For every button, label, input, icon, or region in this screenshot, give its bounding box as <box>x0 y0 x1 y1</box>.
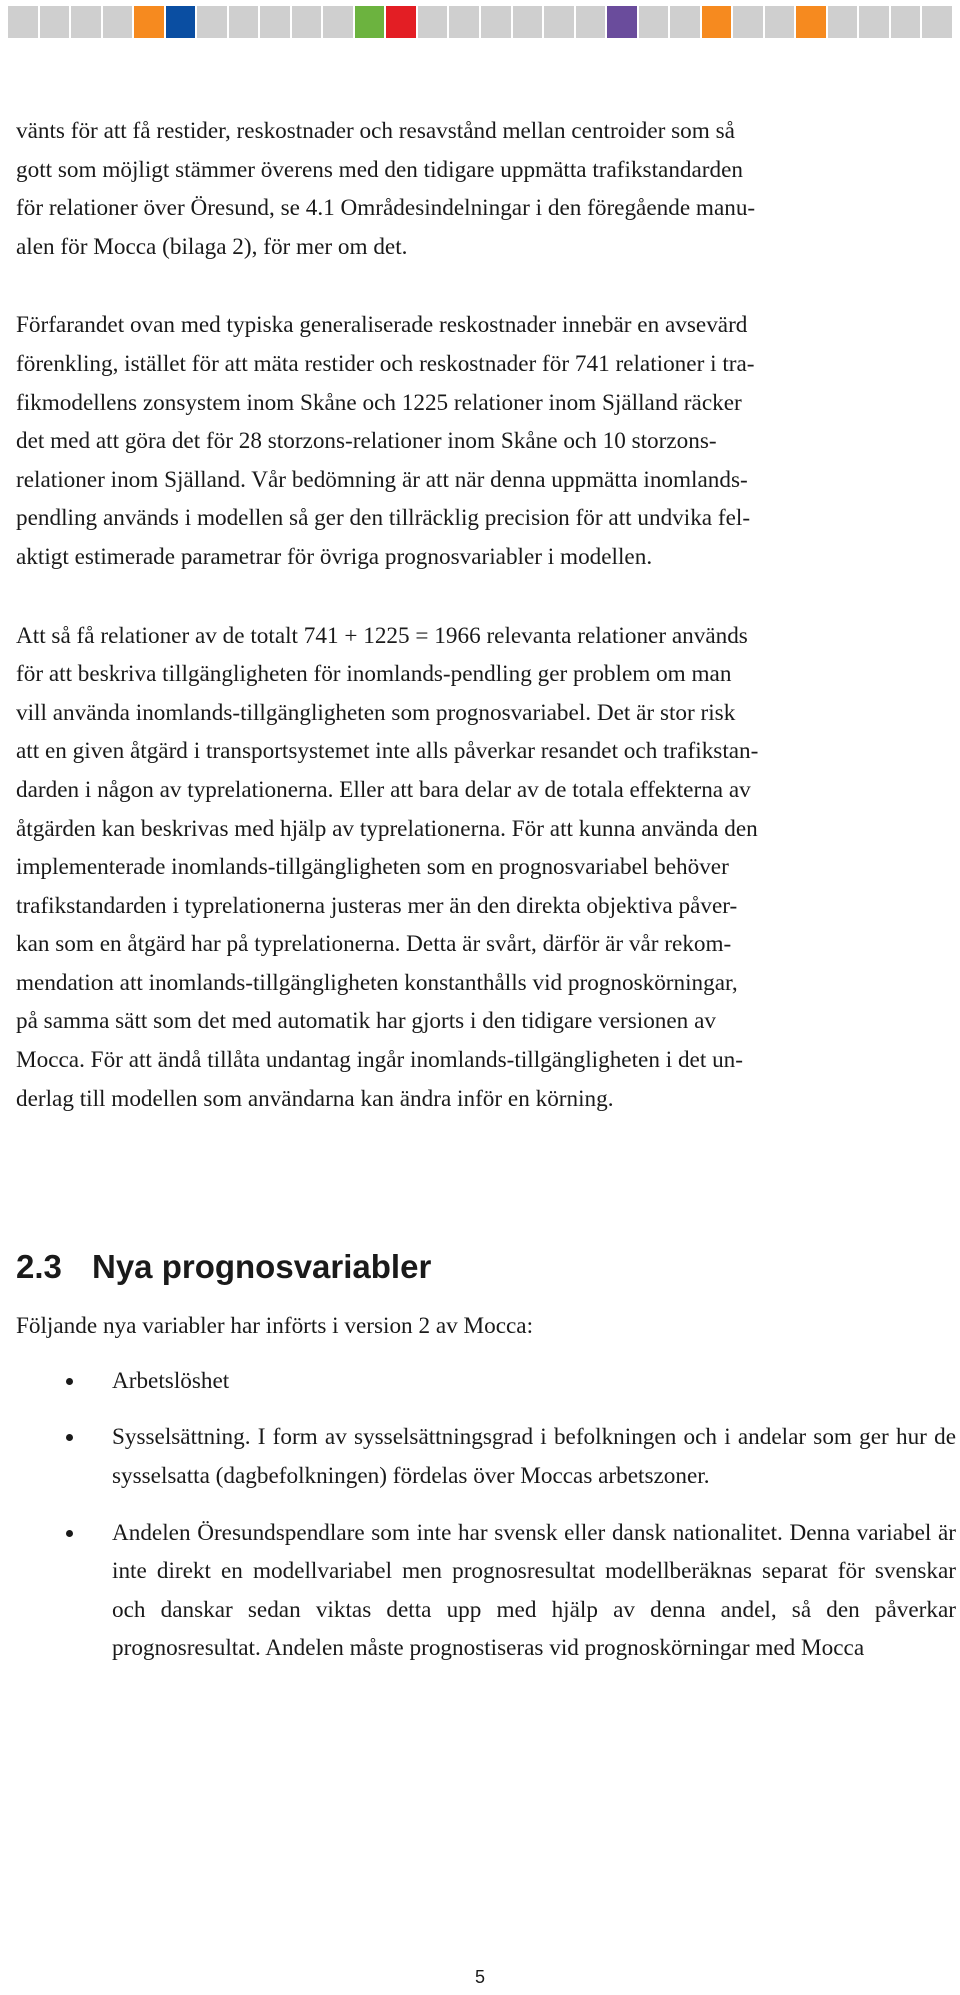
color-stripe-segment <box>323 6 353 38</box>
list-item-text: Andelen Öresundspendlare som inte har svensk eller dansk nationalitet. Denna variabel är inte direkt en modellvariabel men prognosresultat modellberäknas separat för svenskar och danskar sedan viktas detta upp med hjälp av denna andel, så den påverkar prognosresultat. Andelen måste prognostiseras vid prognoskörningar med Mocca <box>112 1519 956 1662</box>
color-stripe-segment <box>513 6 543 38</box>
bullet-icon <box>66 1530 73 1537</box>
document-body <box>16 112 956 1686</box>
color-stripe-segment <box>702 6 732 38</box>
color-stripe-segment <box>765 6 795 38</box>
section-intro: Följande nya variabler har införts i version 2 av Mocca: <box>16 1313 534 1340</box>
color-stripe-segment <box>796 6 826 38</box>
variable-list <box>16 1362 956 1668</box>
color-stripe-segment <box>544 6 574 38</box>
bullet-icon <box>66 1434 73 1441</box>
paragraph-3: Att så få relationer av de totalt 741 + 1225 = 1966 relevanta relationer används för att beskriva tillgängligheten för inomlands-pendling ger problem om man vill använda inomlands-tillgängligheten som prognosvariabel. Det är stor risk att en given åtgärd i transportsystemet inte alls påverkar resandet och trafikstan- darden i någon av typrelationerna. Eller att bara delar av de totala effekterna av åtgärden kan beskrivas med hjälp av typrelationerna. För att kunna använda den implementerade inomlands-tillgängligheten som en prognosvariabel behöver trafikstandarden i typrelationerna justeras mer än den direkta objektiva påver- kan som en åtgärd har på typrelationerna. Detta är svårt, därför är vår rekom- mendation att inomlands-tillgängligheten konstanthålls vid prognoskörningar, på samma sätt som det med automatik har gjorts i den tidigare versionen av Mocca. För att ändå tillåta undantag ingår inomlands-tillgängligheten i det un- derlag till modellen som användarna kan ändra inför en körning. <box>16 622 759 1112</box>
color-stripe-segment <box>355 6 385 38</box>
color-stripe-segment <box>71 6 101 38</box>
color-stripe-segment <box>670 6 700 38</box>
section-heading <box>16 1247 956 1287</box>
color-stripe-segment <box>418 6 448 38</box>
color-stripe-segment <box>449 6 479 38</box>
color-stripe-segment <box>197 6 227 38</box>
color-stripe-segment <box>481 6 511 38</box>
color-stripe-segment <box>733 6 763 38</box>
color-stripe-segment <box>859 6 889 38</box>
color-stripe-segment <box>166 6 196 38</box>
color-stripe-segment <box>922 6 952 38</box>
list-item <box>16 1362 956 1401</box>
color-stripe-segment <box>134 6 164 38</box>
color-stripe-segment <box>260 6 290 38</box>
list-item <box>16 1514 956 1668</box>
color-stripe-segment <box>103 6 133 38</box>
color-stripe-segment <box>828 6 858 38</box>
paragraph-2: Förfarandet ovan med typiska generaliserade reskostnader innebär en avsevärd förenkling, istället för att mäta restider och reskostnader för 741 relationer i tra- fikmodellens zonsystem inom Skåne och 1225 relationer inom Själland räcker det med att göra det för 28 storzons-relationer inom Skåne och 10 storzons- relationer inom Själland. Vår bedömning är att när denna uppmätta inomlands- pendling används i modellen så ger den tillräcklig precision för att undvika fel- aktigt estimerade parametrar för övriga prognosvariabler i modellen. <box>16 312 755 570</box>
color-stripe-segment <box>639 6 669 38</box>
section-number: 2.3 <box>16 1248 62 1286</box>
color-stripe-segment <box>292 6 322 38</box>
color-stripe-segment <box>607 6 637 38</box>
list-item <box>16 1418 956 1495</box>
color-stripe-segment <box>386 6 416 38</box>
header-color-stripe <box>8 6 952 38</box>
color-stripe-segment <box>8 6 38 38</box>
color-stripe-segment <box>576 6 606 38</box>
list-item-text: Sysselsättning. I form av sysselsättningsgrad i befolkningen och i andelar som ger hur de sysselsatta (dagbefolkningen) fördelas över Moccas arbetszoner. <box>112 1424 956 1490</box>
list-item-text: Arbetslöshet <box>112 1367 230 1394</box>
color-stripe-segment <box>40 6 70 38</box>
color-stripe-segment <box>229 6 259 38</box>
color-stripe-segment <box>891 6 921 38</box>
bullet-icon <box>66 1378 73 1385</box>
page-number: 5 <box>474 1967 485 1987</box>
paragraph-1: vänts för att få restider, reskostnader och resavstånd mellan centroider som så gott som möjligt stämmer överens med den tidigare uppmätta trafikstandarden för relationer över Öresund, se 4.1 Områdesindelningar i den föregående manu- alen för Mocca (bilaga 2), för mer om det. <box>16 118 756 260</box>
section-title: Nya prognosvariabler <box>92 1248 432 1286</box>
